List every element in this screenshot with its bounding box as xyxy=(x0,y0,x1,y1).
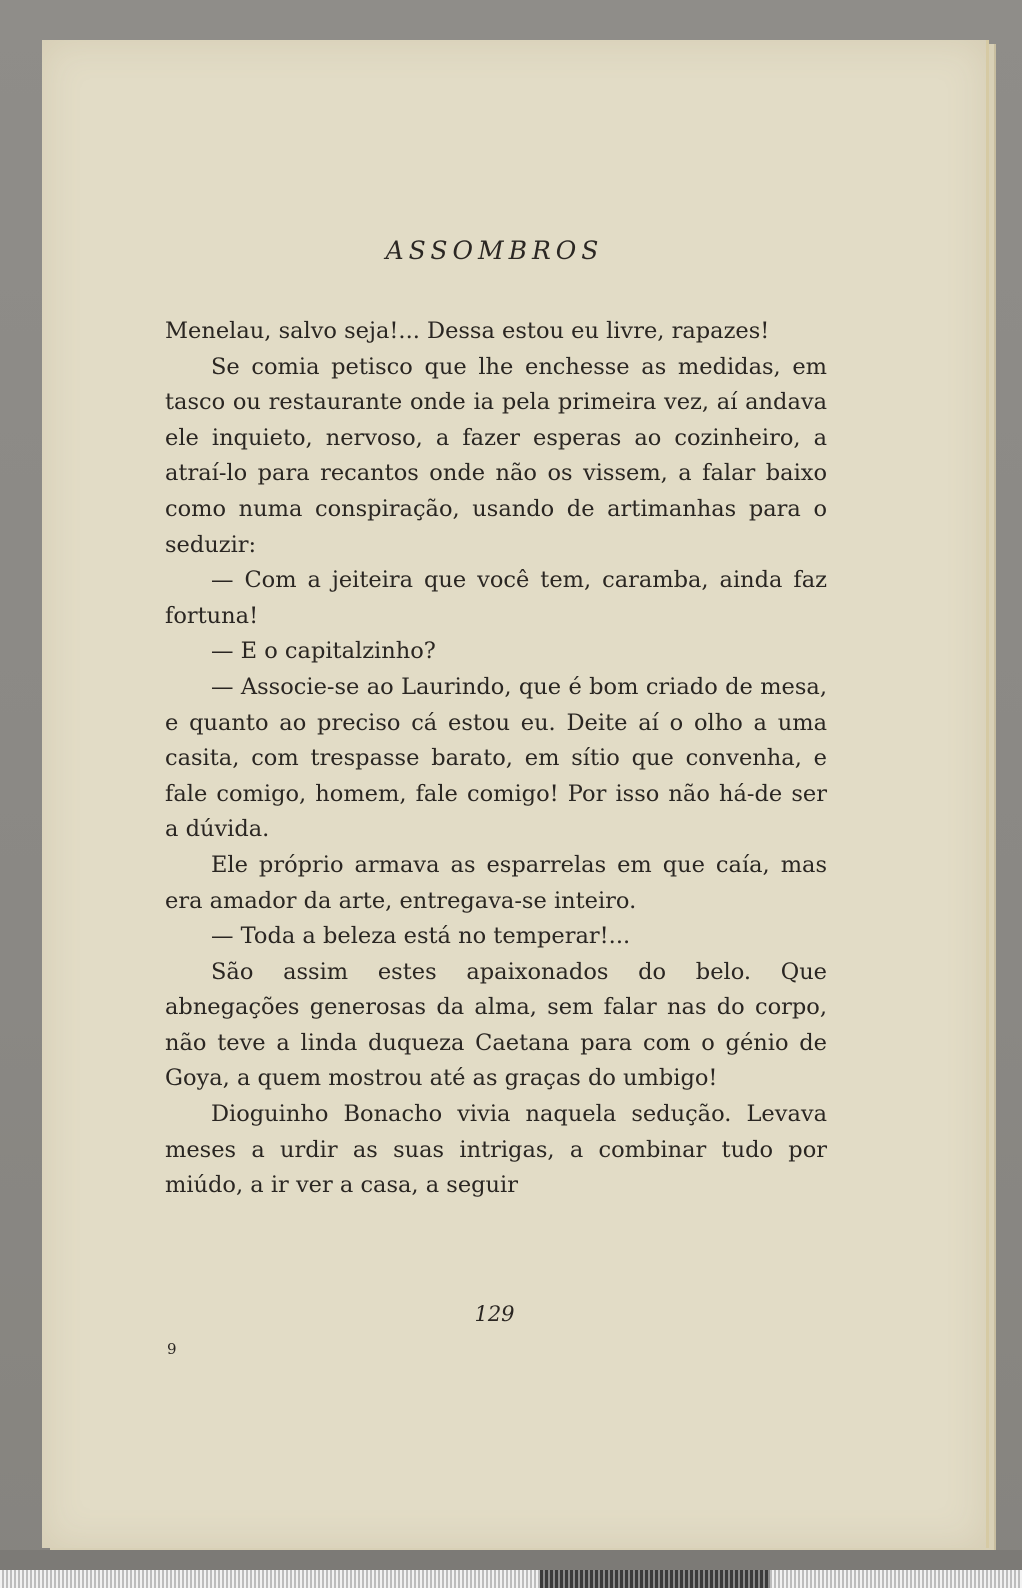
paragraph: — Associe-se ao Laurindo, que é bom criado de mesa, e quanto ao preciso cá estou eu. Deite aí o olho a uma casita, com trespasse barato, em sítio que convenha, e fale comigo, homem, fale comigo! Por isso não há-de ser a dúvida. xyxy=(165,673,827,843)
paragraph: — E o capitalzinho? xyxy=(211,638,436,665)
paragraph: — Toda a beleza está no temperar!... xyxy=(211,923,631,950)
signature-mark: 9 xyxy=(167,1340,177,1358)
book-page xyxy=(42,40,989,1548)
scan-calibration-bar xyxy=(0,1570,1022,1588)
scan-calibration-bar-dark xyxy=(540,1570,770,1588)
paragraph: Dioguinho Bonacho vivia naquela sedução. Levava meses a urdir as suas intrigas, a combinar tudo por miúdo, a ir ver a casa, a seguir xyxy=(165,1101,827,1199)
running-title: ASSOMBROS xyxy=(385,236,604,265)
paragraph: São assim estes apaixonados do belo. Que abnegações generosas da alma, sem falar nas do corpo, não teve a linda duqueza Caetana para com o génio de Goya, a quem mostrou até as graças do umbigo! xyxy=(165,958,827,1092)
paragraph: — Com a jeiteira que você tem, caramba, ainda faz fortuna! xyxy=(165,567,827,629)
body-text xyxy=(165,314,827,1204)
page-number: 129 xyxy=(474,1302,515,1326)
paragraph: Se comia petisco que lhe enchesse as medidas, em tasco ou restaurante onde ia pela primeira vez, aí andava ele inquieto, nervoso, a fazer esperas ao cozinheiro, a atraí-lo para recantos onde não os vissem, a falar baixo como numa conspiração, usando de artimanhas para o seduzir: xyxy=(165,353,827,558)
paragraph: Menelau, salvo seja!... Dessa estou eu livre, rapazes! xyxy=(165,318,770,344)
paragraph: Ele próprio armava as esparrelas em que caía, mas era amador da arte, entregava-se inteiro. xyxy=(165,851,827,914)
